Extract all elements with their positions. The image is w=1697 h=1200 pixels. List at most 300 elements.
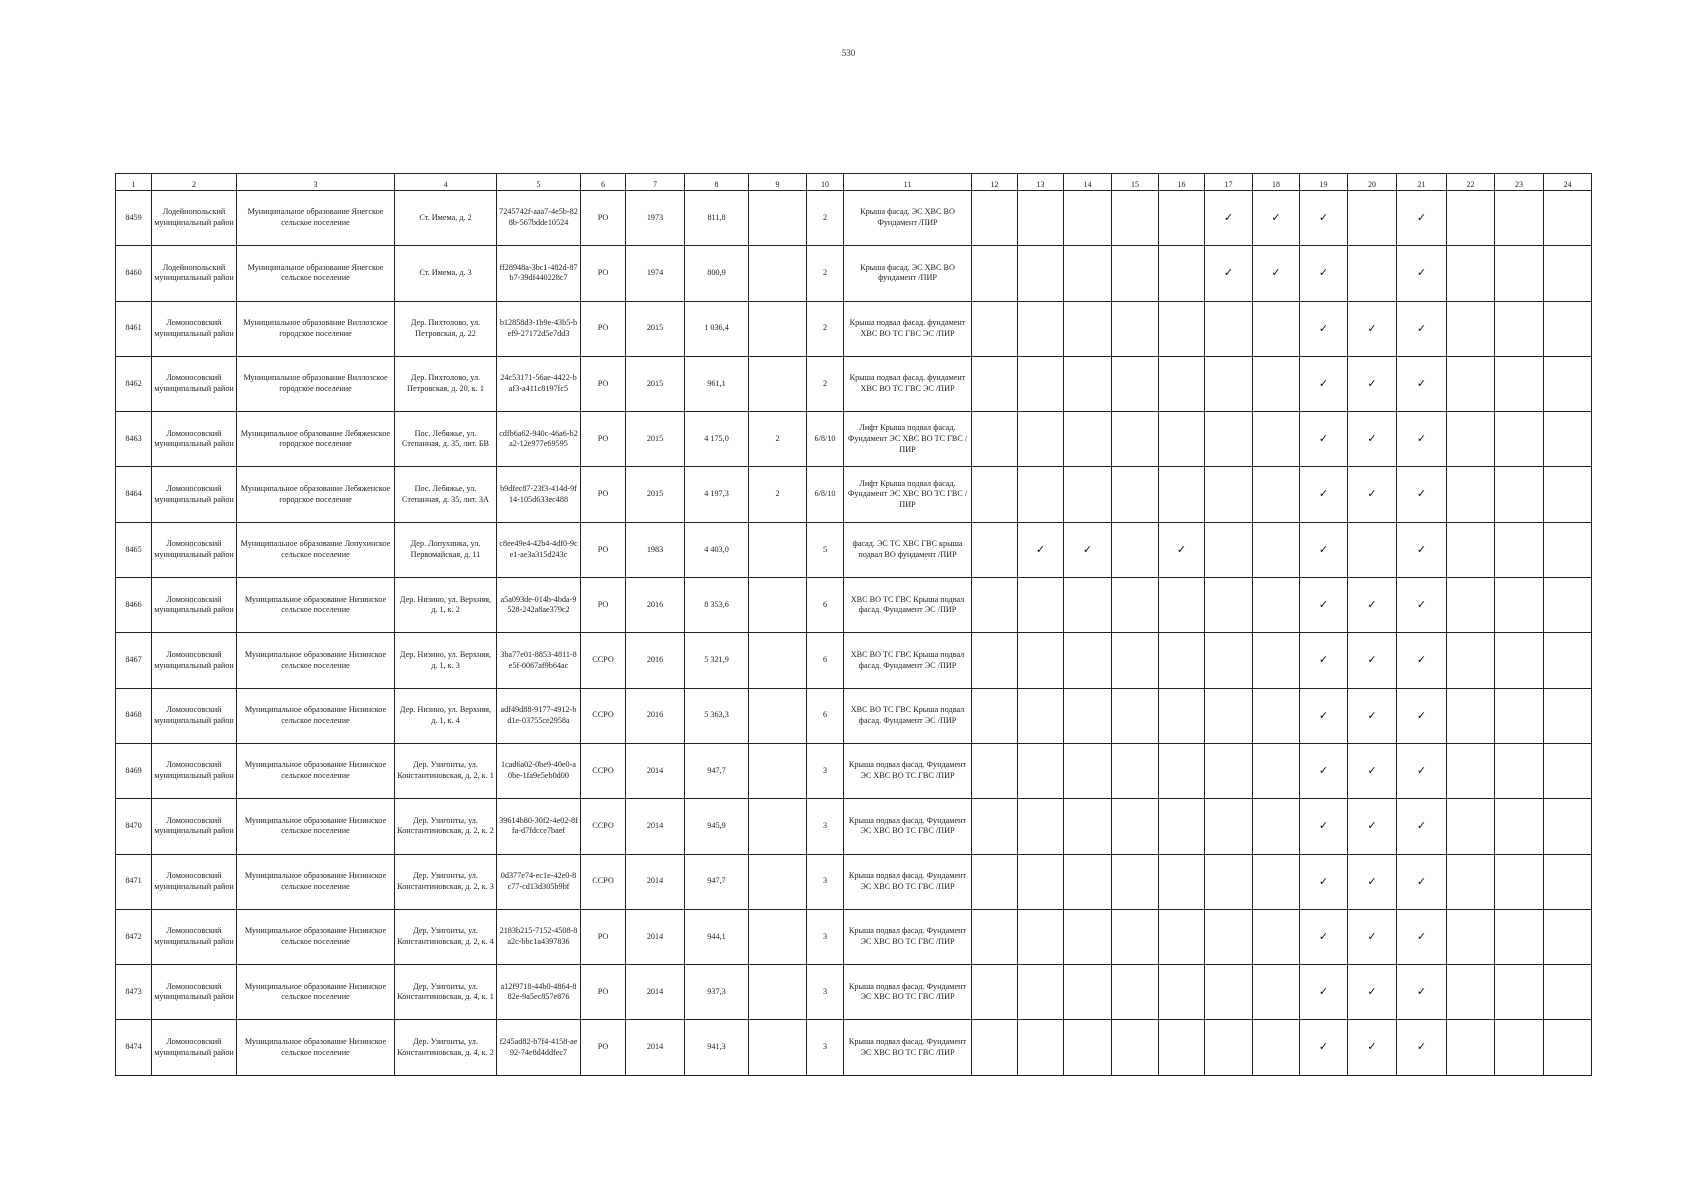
work-flag-cell — [1205, 965, 1253, 1020]
work-flag-cell — [1300, 356, 1348, 411]
table-row — [116, 356, 1592, 411]
work-flag-cell — [1018, 688, 1064, 743]
work-flag-cell — [1544, 246, 1592, 301]
work-flag-cell — [972, 909, 1018, 964]
checkmark-icon: ✓ — [1416, 598, 1427, 612]
works-list-cell: фасад. ЭС ТС ХВС ГВС крыша подвал ВО фундамент /ПИР — [844, 522, 972, 577]
checkmark-icon: ✓ — [1416, 819, 1427, 833]
work-flag-cell — [1300, 412, 1348, 467]
work-flag-cell — [1064, 246, 1112, 301]
table-row — [116, 412, 1592, 467]
year-cell: 2014 — [626, 799, 685, 854]
work-flag-cell — [1447, 301, 1495, 356]
work-flag-cell — [1018, 467, 1064, 522]
work-flag-cell — [1064, 633, 1112, 688]
work-flag-cell — [1159, 246, 1205, 301]
work-flag-cell — [1253, 191, 1300, 246]
area-cell: 937,3 — [685, 965, 749, 1020]
work-flag-cell — [1544, 909, 1592, 964]
work-flag-cell — [1348, 522, 1397, 577]
work-flag-cell — [1112, 191, 1159, 246]
checkmark-icon: ✓ — [1416, 376, 1427, 390]
checkmark-icon: ✓ — [1416, 985, 1427, 999]
municipality-cell: Муниципальное образование Низинское сельское поселение — [237, 909, 395, 964]
management-type-cell: РО — [581, 1020, 626, 1075]
work-flag-cell — [1064, 965, 1112, 1020]
year-cell: 2015 — [626, 356, 685, 411]
district-cell: Лодейнопольский муниципальный район — [152, 246, 237, 301]
fias-code-cell: 2183b215-7152-4508-8a2c-bbc1a4397836 — [497, 909, 581, 964]
work-flag-cell — [1495, 578, 1544, 633]
address-cell: Дер. Узигонты, ул. Константиновская, д. 2, к. 3 — [395, 854, 497, 909]
year-cell: 2015 — [626, 412, 685, 467]
management-type-cell: РО — [581, 246, 626, 301]
column-number-header: 19 — [1300, 174, 1348, 191]
work-flag-cell — [1348, 688, 1397, 743]
work-flag-cell — [1064, 467, 1112, 522]
work-flag-cell — [1348, 412, 1397, 467]
work-flag-cell — [1447, 799, 1495, 854]
floors-cell: 3 — [807, 799, 844, 854]
table-row — [116, 467, 1592, 522]
address-cell: Ст. Имема, д. 2 — [395, 191, 497, 246]
lifts-cell — [749, 522, 807, 577]
fias-code-cell: 0d377e74-ec1e-42e0-8c77-cd13d305b9bf — [497, 854, 581, 909]
work-flag-cell — [1064, 743, 1112, 798]
area-cell: 8 353,6 — [685, 578, 749, 633]
area-cell: 811,8 — [685, 191, 749, 246]
work-flag-cell — [1018, 191, 1064, 246]
work-flag-cell — [1205, 191, 1253, 246]
fias-code-cell: a5a093de-014b-4bda-9528-242a8ae379c2 — [497, 578, 581, 633]
work-flag-cell — [1253, 688, 1300, 743]
work-flag-cell — [1397, 965, 1447, 1020]
address-cell: Дер. Пихтолово, ул. Петровская, д. 22 — [395, 301, 497, 356]
floors-cell: 6 — [807, 578, 844, 633]
address-cell: Пос. Лебяжье, ул. Степанная, д. 35, лит. БВ — [395, 412, 497, 467]
work-flag-cell — [1253, 412, 1300, 467]
checkmark-icon: ✓ — [1367, 321, 1377, 335]
work-flag-cell — [1447, 412, 1495, 467]
area-cell: 947,7 — [685, 743, 749, 798]
checkmark-icon: ✓ — [1318, 874, 1329, 888]
work-flag-cell — [1348, 965, 1397, 1020]
works-list-cell: Крыша подвал фасад. фундамент ХВС ВО ТС ГВС ЭС /ПИР — [844, 301, 972, 356]
checkmark-icon: ✓ — [1416, 432, 1427, 446]
work-flag-cell — [1253, 578, 1300, 633]
work-flag-cell — [1159, 522, 1205, 577]
floors-cell: 6/8/10 — [807, 412, 844, 467]
checkmark-icon: ✓ — [1318, 653, 1329, 667]
column-number-header: 23 — [1495, 174, 1544, 191]
table-row — [116, 522, 1592, 577]
column-number-header: 6 — [581, 174, 626, 191]
work-flag-cell — [1018, 356, 1064, 411]
work-flag-cell — [1447, 522, 1495, 577]
management-type-cell: РО — [581, 191, 626, 246]
year-cell: 2015 — [626, 467, 685, 522]
area-cell: 800,9 — [685, 246, 749, 301]
column-number-header: 2 — [152, 174, 237, 191]
work-flag-cell — [1348, 799, 1397, 854]
column-number-header: 7 — [626, 174, 685, 191]
work-flag-cell — [1018, 246, 1064, 301]
work-flag-cell — [1205, 743, 1253, 798]
fias-code-cell: cdfb6a62-940c-46a6-b2a2-12e977e69595 — [497, 412, 581, 467]
work-flag-cell — [1397, 467, 1447, 522]
work-flag-cell — [1112, 743, 1159, 798]
checkmark-icon: ✓ — [1367, 487, 1377, 501]
work-flag-cell — [972, 356, 1018, 411]
municipality-cell: Муниципальное образование Янегское сельское поселение — [237, 191, 395, 246]
work-flag-cell — [1495, 412, 1544, 467]
work-flag-cell — [972, 301, 1018, 356]
work-flag-cell — [1253, 246, 1300, 301]
district-cell: Ломоносовский муниципальный район — [152, 633, 237, 688]
work-flag-cell — [972, 688, 1018, 743]
work-flag-cell — [1447, 467, 1495, 522]
checkmark-icon: ✓ — [1318, 211, 1329, 224]
checkmark-icon: ✓ — [1318, 542, 1329, 556]
district-cell: Ломоносовский муниципальный район — [152, 301, 237, 356]
works-list-cell: Крыша подвал фасад. фундамент ХВС ВО ТС ГВС ЭС /ПИР — [844, 356, 972, 411]
address-cell: Ст. Имема, д. 3 — [395, 246, 497, 301]
checkmark-icon: ✓ — [1367, 763, 1377, 777]
checkmark-icon: ✓ — [1416, 321, 1427, 335]
district-cell: Ломоносовский муниципальный район — [152, 578, 237, 633]
checkmark-icon: ✓ — [1367, 708, 1377, 722]
work-flag-cell — [1300, 799, 1348, 854]
work-flag-cell — [1205, 301, 1253, 356]
floors-cell: 3 — [807, 965, 844, 1020]
work-flag-cell — [1348, 909, 1397, 964]
lifts-cell — [749, 743, 807, 798]
checkmark-icon: ✓ — [1367, 874, 1377, 888]
checkmark-icon: ✓ — [1367, 598, 1377, 612]
work-flag-cell — [972, 854, 1018, 909]
work-flag-cell — [1397, 191, 1447, 246]
municipality-cell: Муниципальное образование Низинское сельское поселение — [237, 578, 395, 633]
work-flag-cell — [1300, 578, 1348, 633]
column-number-header: 5 — [497, 174, 581, 191]
row-number-cell: 8462 — [116, 356, 152, 411]
fias-code-cell: 39614b80-30f2-4e02-8ffa-d7fdcce7baef — [497, 799, 581, 854]
column-number-header: 10 — [807, 174, 844, 191]
work-flag-cell — [1300, 522, 1348, 577]
column-number-header: 13 — [1018, 174, 1064, 191]
district-cell: Ломоносовский муниципальный район — [152, 467, 237, 522]
work-flag-cell — [1253, 743, 1300, 798]
column-number-header: 3 — [237, 174, 395, 191]
work-flag-cell — [1112, 688, 1159, 743]
work-flag-cell — [1348, 854, 1397, 909]
address-cell: Дер. Низино, ул. Верхняя, д. 1, к. 3 — [395, 633, 497, 688]
work-flag-cell — [1300, 854, 1348, 909]
area-cell: 945,9 — [685, 799, 749, 854]
work-flag-cell — [1348, 633, 1397, 688]
works-list-cell: Крыша подвал фасад. Фундамент ЭС ХВС ВО ТС ГВС /ПИР — [844, 909, 972, 964]
fias-code-cell: 7245742f-aaa7-4e5b-828b-567bdde10524 — [497, 191, 581, 246]
work-flag-cell — [1159, 799, 1205, 854]
work-flag-cell — [1018, 743, 1064, 798]
work-flag-cell — [1253, 909, 1300, 964]
management-type-cell: РО — [581, 356, 626, 411]
fias-code-cell: c8ee49e4-42b4-4df0-9ce1-ae3a315d243c — [497, 522, 581, 577]
management-type-cell: РО — [581, 522, 626, 577]
municipality-cell: Муниципальное образование Янегское сельское поселение — [237, 246, 395, 301]
year-cell: 2015 — [626, 301, 685, 356]
work-flag-cell — [1397, 356, 1447, 411]
work-flag-cell — [1112, 578, 1159, 633]
work-flag-cell — [1205, 854, 1253, 909]
year-cell: 1974 — [626, 246, 685, 301]
work-flag-cell — [1205, 633, 1253, 688]
lifts-cell — [749, 578, 807, 633]
district-cell: Ломоносовский муниципальный район — [152, 854, 237, 909]
row-number-cell: 8473 — [116, 965, 152, 1020]
work-flag-cell — [1205, 909, 1253, 964]
work-flag-cell — [1447, 743, 1495, 798]
floors-cell: 6/8/10 — [807, 467, 844, 522]
work-flag-cell — [1159, 1020, 1205, 1075]
row-number-cell: 8459 — [116, 191, 152, 246]
year-cell: 1983 — [626, 522, 685, 577]
work-flag-cell — [1495, 799, 1544, 854]
checkmark-icon: ✓ — [1318, 598, 1329, 612]
work-flag-cell — [1205, 522, 1253, 577]
work-flag-cell — [1064, 688, 1112, 743]
work-flag-cell — [1300, 246, 1348, 301]
checkmark-icon: ✓ — [1035, 542, 1046, 556]
work-flag-cell — [972, 578, 1018, 633]
municipality-cell: Муниципальное образование Лопухинское сельское поселение — [237, 522, 395, 577]
work-flag-cell — [1064, 191, 1112, 246]
fias-code-cell: ff28948a-3bc1-482d-87b7-39df440228c7 — [497, 246, 581, 301]
page-number: 530 — [841, 48, 856, 58]
area-cell: 4 197,3 — [685, 467, 749, 522]
work-flag-cell — [1447, 633, 1495, 688]
floors-cell: 3 — [807, 743, 844, 798]
work-flag-cell — [1112, 633, 1159, 688]
lifts-cell — [749, 246, 807, 301]
table-row — [116, 909, 1592, 964]
district-cell: Ломоносовский муниципальный район — [152, 522, 237, 577]
floors-cell: 3 — [807, 854, 844, 909]
year-cell: 2014 — [626, 1020, 685, 1075]
district-cell: Ломоносовский муниципальный район — [152, 743, 237, 798]
work-flag-cell — [1447, 578, 1495, 633]
work-flag-cell — [972, 633, 1018, 688]
work-flag-cell — [1397, 412, 1447, 467]
work-flag-cell — [1544, 356, 1592, 411]
lifts-cell — [749, 633, 807, 688]
floors-cell: 2 — [807, 246, 844, 301]
column-number-header: 22 — [1447, 174, 1495, 191]
work-flag-cell — [1064, 522, 1112, 577]
column-number-header: 20 — [1348, 174, 1397, 191]
works-list-cell: Крыша подвал фасад. Фундамент ЭС ХВС ВО ТС ГВС /ПИР — [844, 799, 972, 854]
registry-table — [115, 173, 1592, 1076]
work-flag-cell — [1397, 909, 1447, 964]
row-number-cell: 8461 — [116, 301, 152, 356]
checkmark-icon: ✓ — [1367, 432, 1377, 446]
row-number-cell: 8468 — [116, 688, 152, 743]
floors-cell: 2 — [807, 356, 844, 411]
checkmark-icon: ✓ — [1318, 819, 1329, 833]
municipality-cell: Муниципальное образование Низинское сельское поселение — [237, 854, 395, 909]
table-row — [116, 191, 1592, 246]
work-flag-cell — [1300, 301, 1348, 356]
work-flag-cell — [1544, 688, 1592, 743]
checkmark-icon: ✓ — [1082, 542, 1093, 556]
row-number-cell: 8470 — [116, 799, 152, 854]
work-flag-cell — [1064, 356, 1112, 411]
work-flag-cell — [1064, 301, 1112, 356]
work-flag-cell — [1348, 578, 1397, 633]
row-number-cell: 8463 — [116, 412, 152, 467]
work-flag-cell — [1544, 467, 1592, 522]
management-type-cell: ССРО — [581, 854, 626, 909]
work-flag-cell — [1253, 633, 1300, 688]
work-flag-cell — [972, 467, 1018, 522]
lifts-cell — [749, 965, 807, 1020]
floors-cell: 2 — [807, 191, 844, 246]
work-flag-cell — [972, 522, 1018, 577]
work-flag-cell — [1018, 578, 1064, 633]
work-flag-cell — [1018, 965, 1064, 1020]
work-flag-cell — [1348, 301, 1397, 356]
address-cell: Пос. Лебяжье, ул. Степанная, д. 35, лит. ЗА — [395, 467, 497, 522]
checkmark-icon: ✓ — [1416, 653, 1427, 667]
works-list-cell: Лифт Крыша подвал фасад. Фундамент ЭС ХВС ВО ТС ГВС /ПИР — [844, 467, 972, 522]
work-flag-cell — [1253, 799, 1300, 854]
work-flag-cell — [1112, 467, 1159, 522]
column-number-header: 15 — [1112, 174, 1159, 191]
checkmark-icon: ✓ — [1367, 653, 1377, 667]
district-cell: Ломоносовский муниципальный район — [152, 909, 237, 964]
district-cell: Ломоносовский муниципальный район — [152, 688, 237, 743]
work-flag-cell — [1018, 1020, 1064, 1075]
lifts-cell: 2 — [749, 412, 807, 467]
work-flag-cell — [1112, 246, 1159, 301]
area-cell: 1 036,4 — [685, 301, 749, 356]
work-flag-cell — [1397, 688, 1447, 743]
lifts-cell — [749, 301, 807, 356]
work-flag-cell — [1159, 743, 1205, 798]
management-type-cell: РО — [581, 301, 626, 356]
work-flag-cell — [1300, 688, 1348, 743]
work-flag-cell — [1064, 854, 1112, 909]
work-flag-cell — [1253, 965, 1300, 1020]
management-type-cell: РО — [581, 412, 626, 467]
works-list-cell: ХВС ВО ТС ГВС Крыша подвал фасад. Фундамент ЭС /ПИР — [844, 578, 972, 633]
work-flag-cell — [1064, 909, 1112, 964]
checkmark-icon: ✓ — [1367, 376, 1377, 390]
checkmark-icon: ✓ — [1416, 1040, 1427, 1054]
work-flag-cell — [1205, 356, 1253, 411]
work-flag-cell — [1300, 743, 1348, 798]
address-cell: Дер. Узигонты, ул. Константиновская, д. 4, к. 1 — [395, 965, 497, 1020]
column-number-header: 8 — [685, 174, 749, 191]
work-flag-cell — [1159, 301, 1205, 356]
work-flag-cell — [1300, 1020, 1348, 1075]
table-row — [116, 578, 1592, 633]
work-flag-cell — [1064, 578, 1112, 633]
work-flag-cell — [1253, 854, 1300, 909]
work-flag-cell — [1544, 854, 1592, 909]
area-cell: 944,1 — [685, 909, 749, 964]
works-list-cell: ХВС ВО ТС ГВС Крыша подвал фасад. Фундамент ЭС /ПИР — [844, 688, 972, 743]
checkmark-icon: ✓ — [1318, 432, 1329, 446]
work-flag-cell — [1495, 246, 1544, 301]
column-number-header: 12 — [972, 174, 1018, 191]
checkmark-icon: ✓ — [1318, 321, 1329, 335]
work-flag-cell — [1495, 965, 1544, 1020]
fias-code-cell: adf49d88-9177-4912-bd1e-03755ce2958a — [497, 688, 581, 743]
work-flag-cell — [1348, 246, 1397, 301]
work-flag-cell — [1018, 854, 1064, 909]
area-cell: 4 175,0 — [685, 412, 749, 467]
checkmark-icon: ✓ — [1367, 985, 1377, 999]
lifts-cell — [749, 191, 807, 246]
work-flag-cell — [1397, 633, 1447, 688]
work-flag-cell — [1397, 1020, 1447, 1075]
checkmark-icon: ✓ — [1318, 763, 1329, 777]
year-cell: 2016 — [626, 633, 685, 688]
checkmark-icon: ✓ — [1318, 266, 1329, 280]
address-cell: Дер. Низино, ул. Верхняя, д. 1, к. 2 — [395, 578, 497, 633]
work-flag-cell — [1495, 467, 1544, 522]
column-number-header: 11 — [844, 174, 972, 191]
area-cell: 4 403,0 — [685, 522, 749, 577]
work-flag-cell — [1300, 909, 1348, 964]
lifts-cell: 2 — [749, 467, 807, 522]
work-flag-cell — [1205, 246, 1253, 301]
fias-code-cell: 3ba77e01-8853-4811-8e5f-0067af9b64ac — [497, 633, 581, 688]
district-cell: Ломоносовский муниципальный район — [152, 1020, 237, 1075]
work-flag-cell — [1447, 191, 1495, 246]
management-type-cell: ССРО — [581, 688, 626, 743]
lifts-cell — [749, 799, 807, 854]
work-flag-cell — [1159, 578, 1205, 633]
work-flag-cell — [1112, 1020, 1159, 1075]
work-flag-cell — [1544, 633, 1592, 688]
area-cell: 5 321,9 — [685, 633, 749, 688]
works-list-cell: Крыша подвал фасад. Фундамент ЭС ХВС ВО ТС ГВС /ПИР — [844, 1020, 972, 1075]
checkmark-icon: ✓ — [1318, 985, 1329, 999]
management-type-cell: ССРО — [581, 633, 626, 688]
work-flag-cell — [1018, 301, 1064, 356]
table-row — [116, 965, 1592, 1020]
work-flag-cell — [1544, 191, 1592, 246]
work-flag-cell — [1495, 854, 1544, 909]
work-flag-cell — [1544, 412, 1592, 467]
work-flag-cell — [1064, 412, 1112, 467]
work-flag-cell — [1348, 356, 1397, 411]
area-cell: 5 363,3 — [685, 688, 749, 743]
checkmark-icon: ✓ — [1223, 211, 1234, 224]
lifts-cell — [749, 356, 807, 411]
work-flag-cell — [1495, 743, 1544, 798]
row-number-cell: 8465 — [116, 522, 152, 577]
work-flag-cell — [1447, 356, 1495, 411]
work-flag-cell — [1544, 965, 1592, 1020]
area-cell: 941,3 — [685, 1020, 749, 1075]
checkmark-icon: ✓ — [1318, 708, 1329, 722]
floors-cell: 6 — [807, 633, 844, 688]
column-number-header: 18 — [1253, 174, 1300, 191]
work-flag-cell — [1018, 633, 1064, 688]
